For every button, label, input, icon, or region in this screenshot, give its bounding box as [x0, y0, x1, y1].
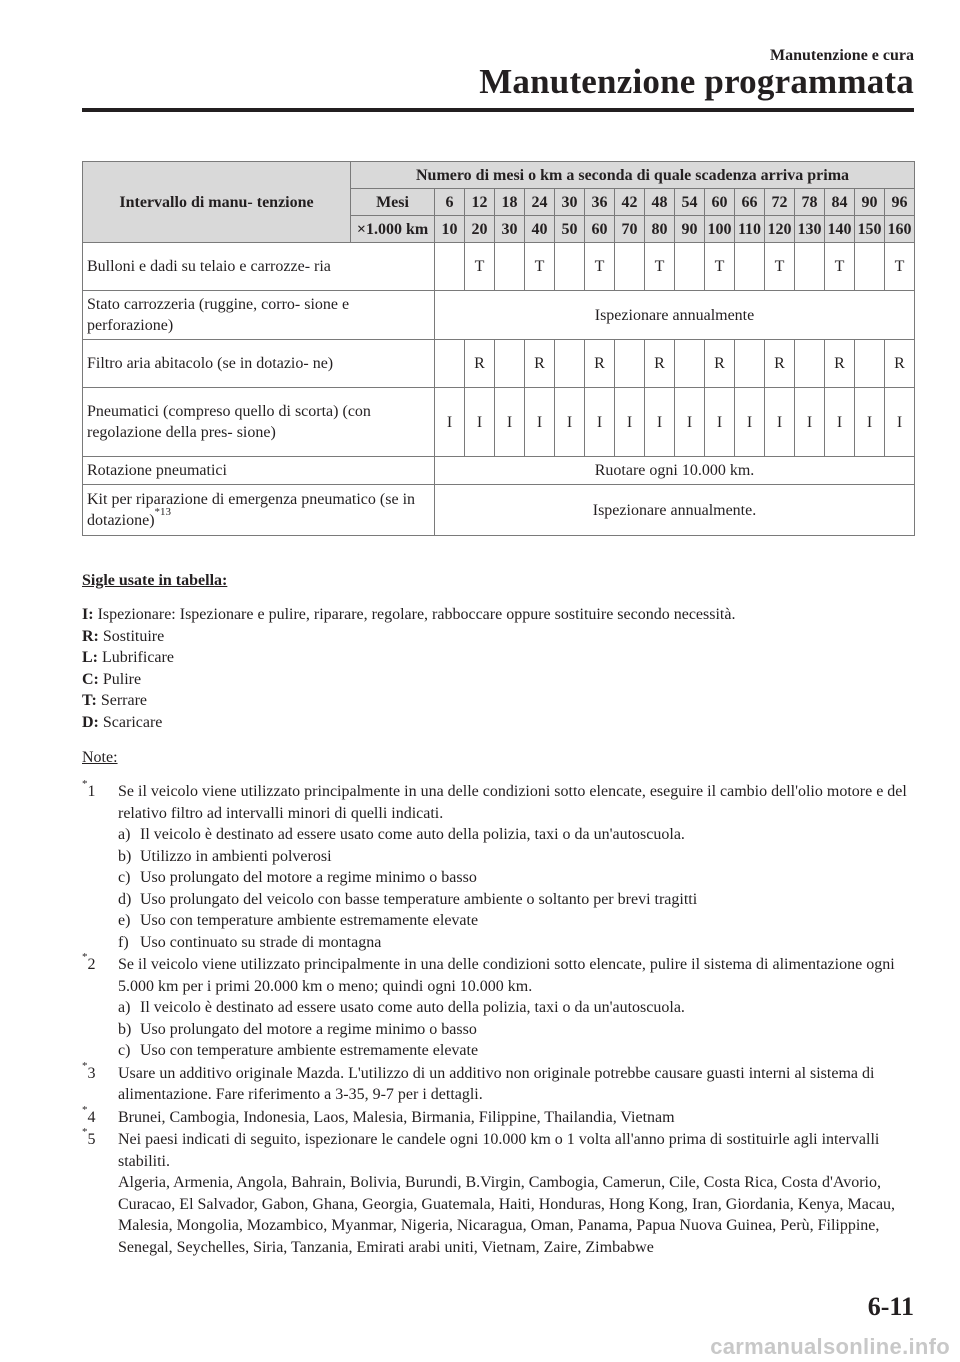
schedule-cell	[795, 243, 825, 291]
abbreviations-title: Sigle usate in tabella:	[82, 572, 228, 589]
notes-title: Note:	[82, 749, 118, 766]
km-cell: 10	[435, 216, 465, 243]
condition-letter: b)	[118, 847, 132, 865]
maintenance-item	[83, 243, 435, 291]
footnote-condition	[118, 846, 918, 868]
abbreviation-code: L:	[82, 649, 98, 666]
schedule-cell	[555, 243, 585, 291]
schedule-cell: T	[585, 243, 615, 291]
footnote-condition	[118, 997, 918, 1019]
km-cell: 50	[555, 216, 585, 243]
schedule-cell	[435, 340, 465, 388]
month-cell: 24	[525, 189, 555, 216]
km-cell: 90	[675, 216, 705, 243]
month-cell: 78	[795, 189, 825, 216]
schedule-cell: I	[765, 388, 795, 457]
schedule-cell: T	[705, 243, 735, 291]
table-row	[83, 388, 915, 457]
abbreviation-code: R:	[82, 627, 99, 645]
abbreviation-item	[82, 690, 914, 712]
month-cell: 90	[855, 189, 885, 216]
schedule-cell: R	[465, 340, 495, 388]
footnote-text: Se il veicolo viene utilizzato principalmente in una delle condizioni sotto elencate, eseguire il cambio dell'olio motore e del relativo filtro ad intervalli minori di quelli indicati.	[118, 783, 907, 822]
footnote-ref: *13	[154, 506, 172, 518]
footnote-num: 4	[87, 1108, 96, 1126]
footnote	[82, 1059, 918, 1106]
footnote-text: Se il veicolo viene utilizzato principalmente in una delle condizioni sotto elencate, pulire il sistema di alimentazione ogni 5.000 km per i primi 20.000 km o meno; quindi ogni 10.000 km.	[118, 956, 895, 995]
interval-header: Intervallo di manu- tenzione	[83, 162, 351, 243]
km-cell: 60	[585, 216, 615, 243]
footnote	[82, 778, 918, 953]
notes-section	[82, 747, 918, 1258]
abbreviation-item	[82, 604, 914, 626]
month-cell: 12	[465, 189, 495, 216]
schedule-cell	[615, 243, 645, 291]
month-cell: 66	[735, 189, 765, 216]
schedule-cell: R	[705, 340, 735, 388]
schedule-cell: T	[645, 243, 675, 291]
table-row	[83, 291, 915, 340]
schedule-cell: I	[885, 388, 915, 457]
footnote-body	[118, 1129, 918, 1258]
footnote-number	[82, 1059, 118, 1106]
condition-letter: c)	[118, 869, 131, 886]
km-cell: 30	[495, 216, 525, 243]
footnote	[82, 1103, 918, 1129]
schedule-cell	[675, 243, 705, 291]
maintenance-item	[83, 340, 435, 388]
schedule-cell: R	[765, 340, 795, 388]
schedule-cell	[855, 243, 885, 291]
schedule-cell: R	[825, 340, 855, 388]
schedule-cell	[615, 340, 645, 388]
footnote-num: 3	[87, 1064, 96, 1082]
schedule-cell: R	[525, 340, 555, 388]
schedule-cell: R	[645, 340, 675, 388]
item-label: Kit per riparazione di emergenza pneumatico (se in dotazione)	[87, 491, 416, 529]
abbreviation-text: Lubrificare	[102, 649, 174, 666]
schedule-cell: I	[735, 388, 765, 457]
schedule-cell: T	[885, 243, 915, 291]
schedule-cell	[855, 340, 885, 388]
condition-letter: d)	[118, 890, 132, 908]
interval-note: Ispezionare annualmente.	[435, 485, 915, 536]
condition-letter: a)	[118, 999, 131, 1016]
schedule-cell: T	[525, 243, 555, 291]
page-title: Manutenzione programmata	[479, 62, 914, 101]
abbreviation-text: Serrare	[100, 692, 147, 709]
km-label: ×1.000 km	[351, 216, 435, 243]
abbreviation-text: Ispezionare: Ispezionare e pulire, riparare, regolare, rabboccare oppure sostituire secondo necessità.	[97, 606, 736, 623]
footnote-condition	[118, 867, 918, 889]
abbreviation-code: T:	[82, 692, 97, 709]
km-cell: 100	[705, 216, 735, 243]
abbreviation-code: D:	[82, 713, 99, 731]
maintenance-item	[83, 485, 435, 536]
schedule-cell: I	[525, 388, 555, 457]
footnote-num: 2	[87, 956, 96, 973]
footnote-number	[82, 1103, 118, 1129]
km-cell: 140	[825, 216, 855, 243]
km-cell: 80	[645, 216, 675, 243]
footnote-body	[118, 1063, 918, 1106]
footnote-condition	[118, 824, 918, 846]
condition-text: Uso con temperature ambiente estremamente elevate	[140, 912, 479, 929]
footnote	[82, 1126, 918, 1258]
footnote-condition	[118, 932, 918, 954]
km-cell: 70	[615, 216, 645, 243]
months-label: Mesi	[351, 189, 435, 216]
month-cell: 54	[675, 189, 705, 216]
interval-note: Ispezionare annualmente	[435, 291, 915, 340]
km-cell: 20	[465, 216, 495, 243]
schedule-cell: I	[495, 388, 525, 457]
schedule-cell	[435, 243, 465, 291]
condition-letter: c)	[118, 1042, 131, 1059]
km-cell: 40	[525, 216, 555, 243]
footnote-mark: *	[82, 951, 88, 963]
schedule-cell	[495, 243, 525, 291]
schedule-cell	[795, 340, 825, 388]
table-row	[83, 485, 915, 536]
month-cell: 96	[885, 189, 915, 216]
km-cell: 110	[735, 216, 765, 243]
footnote-condition	[118, 910, 918, 932]
month-cell: 6	[435, 189, 465, 216]
header-rule	[82, 108, 914, 112]
condition-text: Uso continuato su strade di montagna	[140, 933, 382, 951]
month-cell: 30	[555, 189, 585, 216]
footnote-text: Usare un additivo originale Mazda. L'utilizzo di un additivo non originale potrebbe causare guasti interni al sistema di alimentazione. Fare riferimento a 3-35, 9-7 per i dettagli.	[118, 1064, 875, 1103]
abbreviations-section	[82, 570, 914, 733]
condition-text: Uso prolungato del veicolo con basse temperature ambiente o soltanto per brevi tragitti	[140, 890, 698, 908]
maintenance-item	[83, 457, 435, 485]
page-number: 6-11	[867, 1292, 914, 1321]
schedule-cell: I	[675, 388, 705, 457]
schedule-cell: R	[585, 340, 615, 388]
month-cell: 60	[705, 189, 735, 216]
month-cell: 72	[765, 189, 795, 216]
abbreviation-text: Scaricare	[102, 713, 163, 731]
footnote-number	[82, 951, 118, 1062]
condition-text: Il veicolo è destinato ad essere usato come auto della polizia, taxi o da un'autoscuola.	[140, 999, 685, 1016]
table-row	[83, 340, 915, 388]
schedule-cell: I	[705, 388, 735, 457]
footnote-country-list: Algeria, Armenia, Angola, Bahrain, Bolivia, Burundi, B.Virgin, Cambogia, Camerun, Cile, Costa Rica, Costa d'Avorio, Curacao, El Salvador, Gabon, Ghana, Georgia, Guatemala, Haiti, Honduras, Hong Kong, Iran, Giordania, Kenya, Macau, Malesia, Mongolia, Mozambico, Myanmar, Nigeria, Nicaragua, Oman, Panama, Papua Nuova Guinea, Perù, Filippine, Senegal, Seychelles, Siria, Tanzania, Emirati arabi uniti, Vietnam, Zaire, Zimbabwe	[118, 1174, 896, 1256]
footnote-num: 1	[87, 783, 96, 800]
schedule-cell	[735, 340, 765, 388]
abbreviation-code: I:	[82, 606, 94, 623]
abbreviation-item	[82, 712, 914, 734]
footnote-condition	[118, 889, 918, 911]
schedule-cell: I	[585, 388, 615, 457]
footnote-mark: *	[82, 1059, 88, 1072]
schedule-cell: T	[825, 243, 855, 291]
condition-letter: f)	[118, 933, 129, 951]
km-cell: 150	[855, 216, 885, 243]
footnote	[82, 951, 918, 1062]
condition-letter: a)	[118, 826, 131, 843]
km-cell: 120	[765, 216, 795, 243]
interval-note: Ruotare ogni 10.000 km.	[435, 457, 915, 485]
schedule-cell: I	[645, 388, 675, 457]
schedule-cell: I	[825, 388, 855, 457]
schedule-cell: I	[435, 388, 465, 457]
section-title: Manutenzione e cura	[770, 47, 914, 64]
table-row	[83, 243, 915, 291]
schedule-cell: T	[465, 243, 495, 291]
condition-text: Uso prolungato del motore a regime minimo o basso	[140, 1020, 477, 1038]
footnote-body	[118, 954, 918, 1062]
abbreviation-code: C:	[82, 670, 99, 688]
footnote-mark: *	[82, 1126, 88, 1138]
abbreviation-item	[82, 647, 914, 669]
item-label: Rotazione pneumatici	[87, 462, 227, 479]
schedule-cell: R	[885, 340, 915, 388]
month-cell: 84	[825, 189, 855, 216]
month-cell: 36	[585, 189, 615, 216]
item-label: Bulloni e dadi su telaio e carrozze- ria	[87, 258, 331, 275]
footnote-text: Brunei, Cambogia, Indonesia, Laos, Malesia, Birmania, Filippine, Thailandia, Vietnam	[118, 1108, 675, 1126]
footnote-number	[82, 1126, 118, 1258]
footnote-condition	[118, 1019, 918, 1041]
abbreviation-text: Pulire	[102, 670, 142, 688]
item-label: Stato carrozzeria (ruggine, corro- sione e perforazione)	[87, 296, 350, 334]
schedule-cell	[555, 340, 585, 388]
footnote-body	[118, 1107, 918, 1129]
schedule-cell	[495, 340, 525, 388]
footnote-num: 5	[87, 1131, 96, 1148]
schedule-header: Numero di mesi o km a seconda di quale scadenza arriva prima	[351, 162, 915, 189]
schedule-cell: I	[465, 388, 495, 457]
schedule-cell: I	[795, 388, 825, 457]
maintenance-item	[83, 388, 435, 457]
condition-text: Uso prolungato del motore a regime minimo o basso	[140, 869, 477, 886]
footnote-text: Nei paesi indicati di seguito, ispezionare le candele ogni 10.000 km o 1 volta all'anno prima di sostituirle agli intervalli stabiliti.	[118, 1131, 880, 1170]
schedule-cell: I	[615, 388, 645, 457]
condition-letter: b)	[118, 1020, 132, 1038]
schedule-cell	[735, 243, 765, 291]
condition-text: Utilizzo in ambienti polverosi	[140, 847, 332, 865]
item-label: Pneumatici (compreso quello di scorta) (con regolazione della pres- sione)	[87, 403, 371, 441]
footnote-body	[118, 781, 918, 953]
month-cell: 42	[615, 189, 645, 216]
watermark-logo: carmanualsonline.info	[710, 1334, 950, 1359]
schedule-cell: I	[555, 388, 585, 457]
km-cell: 130	[795, 216, 825, 243]
abbreviation-item	[82, 626, 914, 648]
item-label: Filtro aria abitacolo (se in dotazio- ne)	[87, 355, 334, 372]
table-row	[83, 457, 915, 485]
footnote-number	[82, 778, 118, 953]
maintenance-table	[82, 161, 915, 536]
abbreviation-text: Sostituire	[102, 627, 165, 645]
condition-text: Il veicolo è destinato ad essere usato come auto della polizia, taxi o da un'autoscuola.	[140, 826, 685, 843]
footnote-condition	[118, 1040, 918, 1062]
maintenance-item	[83, 291, 435, 340]
km-cell: 160	[885, 216, 915, 243]
abbreviation-item	[82, 669, 914, 691]
footnote-mark: *	[82, 1103, 88, 1116]
schedule-cell: I	[855, 388, 885, 457]
footnote-mark: *	[82, 778, 88, 790]
month-cell: 48	[645, 189, 675, 216]
condition-letter: e)	[118, 912, 131, 929]
schedule-cell	[675, 340, 705, 388]
condition-text: Uso con temperature ambiente estremamente elevate	[140, 1042, 479, 1059]
month-cell: 18	[495, 189, 525, 216]
schedule-cell: T	[765, 243, 795, 291]
